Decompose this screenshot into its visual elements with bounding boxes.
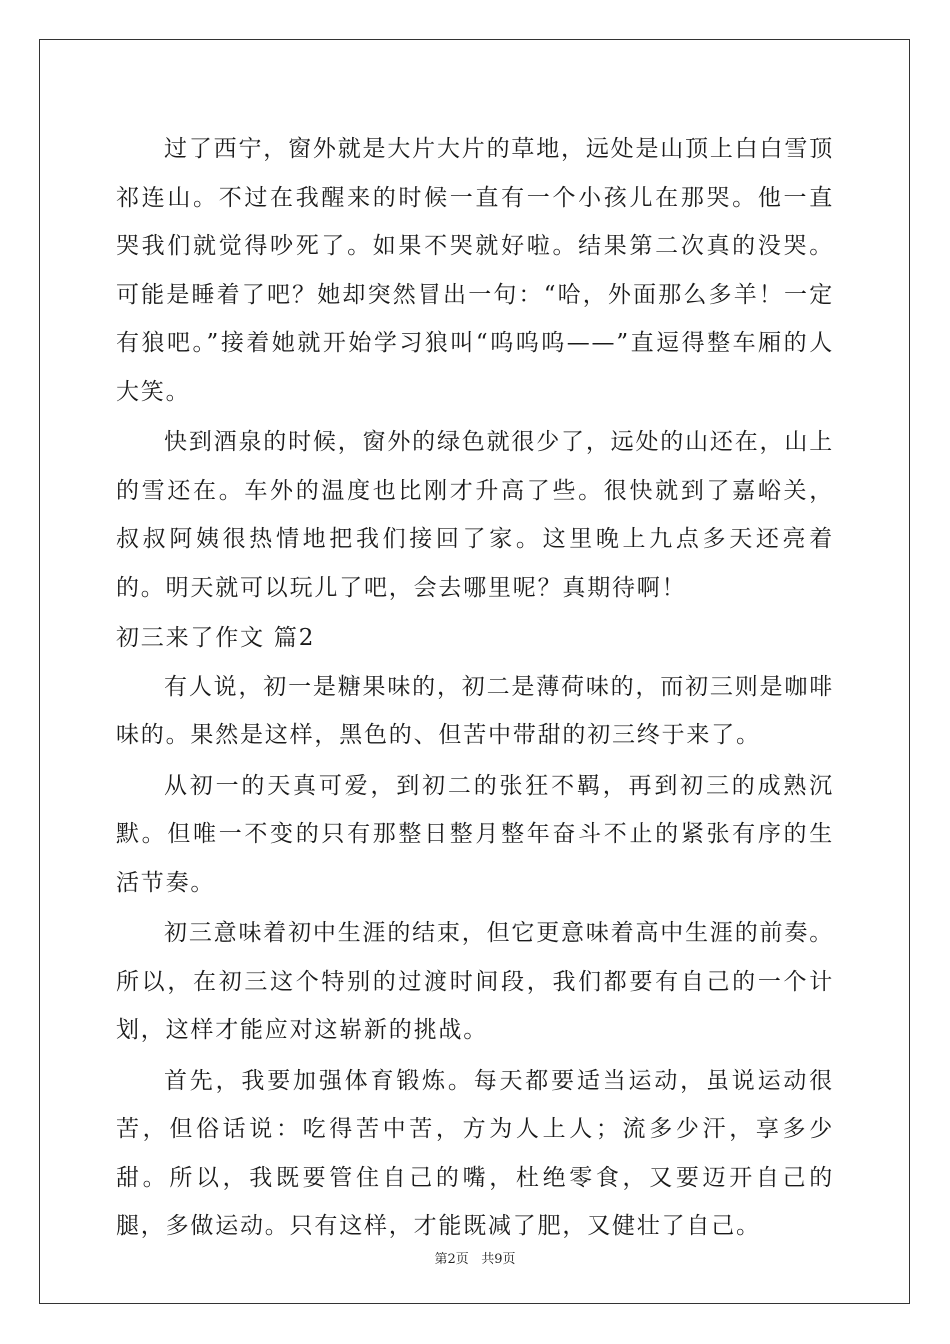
paragraph: 快到酒泉的时候，窗外的绿色就很少了，远处的山还在，山上的雪还在。车外的温度也比刚才升高了些。很快就到了嘉峪关，叔叔阿姨很热情地把我们接回了家。这里晚上九点多天还亮着的。明天就可以玩儿了吧，会去哪里呢？真期待啊！ <box>116 429 834 601</box>
document-body <box>116 125 834 1253</box>
paragraph: 过了西宁，窗外就是大片大片的草地，远处是山顶上白白雪顶祁连山。不过在我醒来的时候一直有一个小孩儿在那哭。他一直哭我们就觉得吵死了。如果不哭就好啦。结果第二次真的没哭。可能是睡着了吧？她却突然冒出一句：“哈，外面那么多羊！一定有狼吧。”接着她就开始学习狼叫“呜呜呜——”直逗得整车厢的人大笑。 <box>116 136 834 405</box>
page-total: 共9页 <box>481 1252 516 1267</box>
paragraph: 初三意味着初中生涯的结束，但它更意味着高中生涯的前奏。所以，在初三这个特别的过渡时间段，我们都要有自己的一个计划，这样才能应对这崭新的挑战。 <box>116 920 834 1043</box>
paragraph: 从初一的天真可爱，到初二的张狂不羁，再到初三的成熟沉默。但唯一不变的只有那整日整月整年奋斗不止的紧张有序的生活节奏。 <box>116 772 834 896</box>
section-heading: 初三来了作文 篇2 <box>116 625 316 651</box>
paragraph: 首先，我要加强体育锻炼。每天都要适当运动，虽说运动很苦，但俗话说：吃得苦中苦，方为人上人；流多少汗，享多少甜。所以，我既要管住自己的嘴，杜绝零食，又要迈开自己的腿，多做运动。只有这样，才能既减了肥，又健壮了自己。 <box>116 1067 834 1239</box>
page-number: 第2页 <box>434 1252 469 1267</box>
paragraph: 有人说，初一是糖果味的，初二是薄荷味的，而初三则是咖啡味的。果然是这样，黑色的、但苦中带甜的初三终于来了。 <box>116 673 834 748</box>
page-footer <box>0 1248 950 1267</box>
